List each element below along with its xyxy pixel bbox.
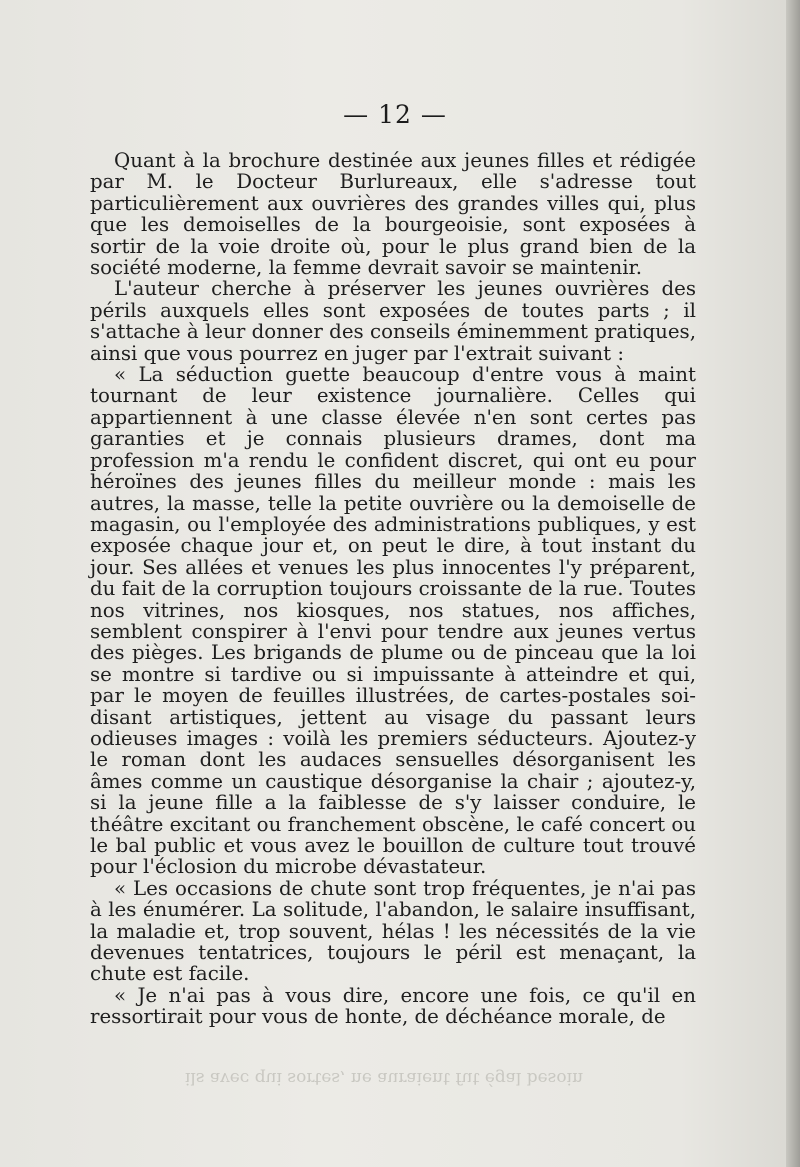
- paragraph-intro: Quant à la brochure destinée aux jeunes filles et rédigée par M. le Docteur Burlureaux, elle s'adresse tout particulièrement aux ouvrières des grandes villes qui, plus que les demoiselles de la bourgeoisie, sont exposées à sortir de la voie droite où, pour le plus grand bien de la société moderne, la femme devrait savoir se maintenir.: [90, 149, 696, 280]
- page-number: — 12 —: [343, 100, 447, 129]
- bleed-through-text: ils avec qui sortes, ne auraient fut égal besoin: [185, 1068, 584, 1088]
- paragraph-quote-continuation: « Je n'ai pas à vous dire, encore une fois, ce qu'il en ressortirait pour vous de honte, de déchéance morale, de: [90, 983, 696, 1029]
- paragraph-quote-occasions: « Les occasions de chute sont trop fréquentes, je n'ai pas à les énumérer. La solitude, l'abandon, le salaire insuffisant, la maladie et, trop souvent, hélas ! les nécessités de la vie devenues tentatrices, toujours le péril est menaçant, la chute est facile.: [90, 876, 696, 986]
- page-edge-shadow: [786, 0, 800, 1167]
- paragraph-author: L'auteur cherche à préserver les jeunes ouvrières des périls auxquels elles sont exposées de toutes parts ; il s'attache à leur donner des conseils éminemment pratiques, ainsi que vous pourrez en juger par l'extrait suivant :: [90, 277, 696, 365]
- body-text: [90, 150, 696, 1028]
- paragraph-quote-seduction: « La séduction guette beaucoup d'entre vous à maint tournant de leur existence journalière. Celles qui appartiennent à une classe élevée n'en sont certes pas garanties et je connais plusieurs drames, dont ma profession m'a rendu le confident discret, qui ont eu pour héroïnes des jeunes filles du meilleur monde : mais les autres, la masse, telle la petite ouvrière ou la demoiselle de magasin, ou l'employée des administrations publiques, y est exposée chaque jour et, on peut le dire, à tout instant du jour. Ses allées et venues les plus innocentes l'y préparent, du fait de la corruption toujours croissante de la rue. Toutes nos vitrines, nos kiosques, nos statues, nos affiches, semblent conspirer à l'envi pour tendre aux jeunes vertus des pièges. Les brigands de plume ou de pinceau que la loi se montre si tardive ou si impuissante à atteindre et qui, par le moyen de feuilles illustrées, de cartes-postales soi-disant artistiques, jettent au visage du passant leurs odieuses images : voilà les premiers séducteurs. Ajoutez-y le roman dont les audaces sensuelles désorganisent les âmes comme un caustique désorganise la chair ; ajoutez-y, si la jeune fille a la faiblesse de s'y laisser conduire, le théâtre excitant ou franchement obscène, le café concert ou le bal public et vous avez le bouillon de culture tout trouvé pour l'éclosion du microbe dévastateur.: [90, 363, 696, 879]
